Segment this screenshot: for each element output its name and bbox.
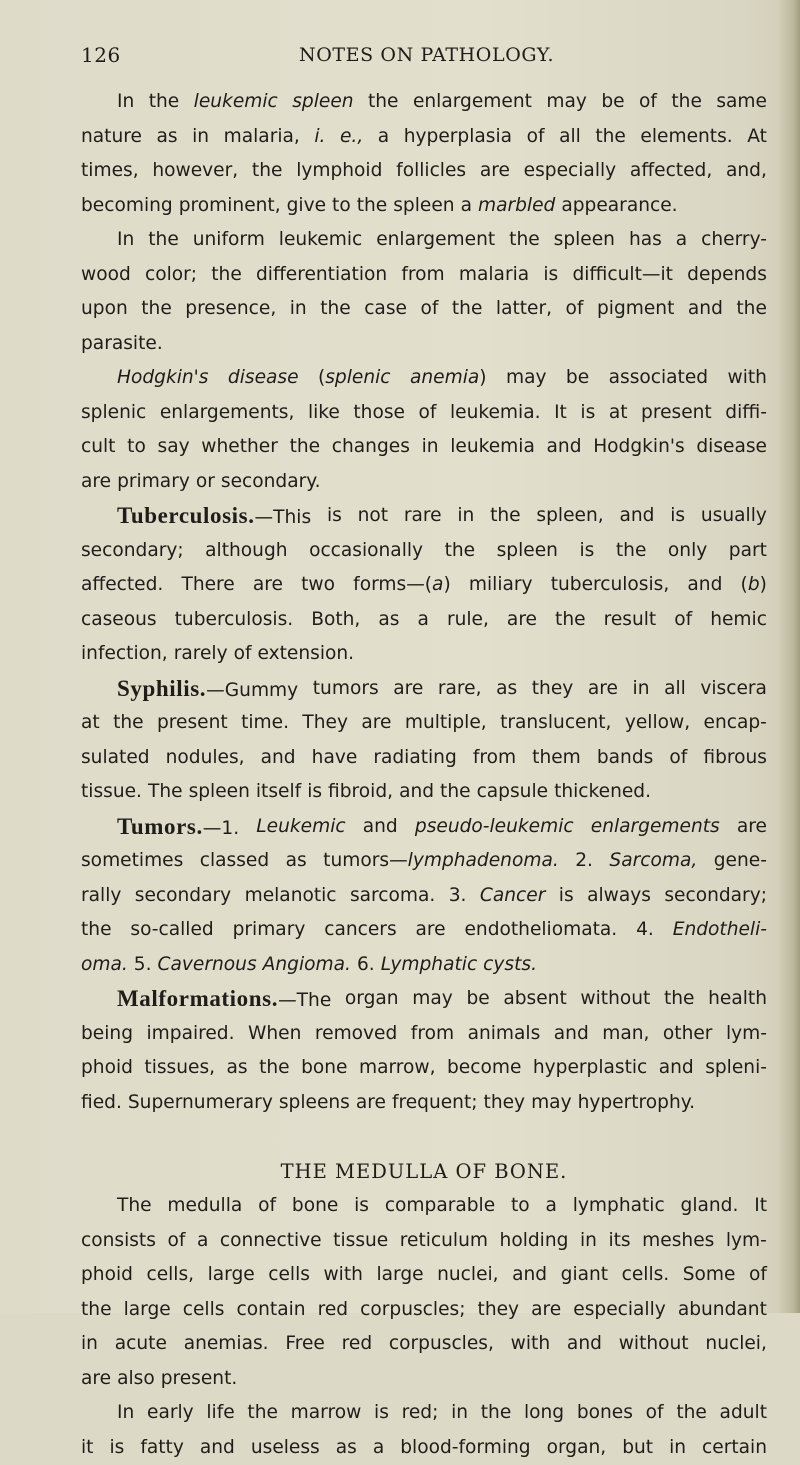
text-line: oma. 5. Cavernous Angioma. 6. Lymphatic cysts. xyxy=(81,948,767,983)
text-line: In the uniform leukemic enlargement the spleen has a cherry- xyxy=(81,223,767,258)
paragraph xyxy=(81,1189,767,1396)
text-line: cult to say whether the changes in leukemia and Hodgkin's disease xyxy=(81,430,767,465)
text-line: sulated nodules, and have radiating from them bands of fibrous xyxy=(81,741,767,776)
text-line: caseous tuberculosis. Both, as a rule, are the result of hemic xyxy=(81,603,767,638)
text-line: Malformations.—The organ may be absent without the health xyxy=(81,982,767,1017)
topic-paragraph xyxy=(81,499,767,672)
text-line: in acute anemias. Free red corpuscles, with and without nuclei, xyxy=(81,1327,767,1362)
text-line: Syphilis.—Gummy tumors are rare, as they are in all viscera xyxy=(81,672,767,707)
text-line: are primary or secondary. xyxy=(81,465,767,500)
page-number: 126 xyxy=(81,42,121,68)
text-line: In early life the marrow is red; in the long bones of the adult xyxy=(81,1396,767,1431)
text-line: phoid tissues, as the bone marrow, become hyperplastic and spleni- xyxy=(81,1051,767,1086)
text-line: Hodgkin's disease (splenic anemia) may be associated with xyxy=(81,361,767,396)
text-line: secondary; although occasionally the spleen is the only part xyxy=(81,534,767,569)
text-line: infection, rarely of extension. xyxy=(81,637,767,672)
text-line: it is fatty and useless as a blood-forming organ, but in certain xyxy=(81,1431,767,1465)
topic-paragraph xyxy=(81,810,767,983)
text-line: are also present. xyxy=(81,1362,767,1397)
text-line: Tuberculosis.—This is not rare in the spleen, and is usually xyxy=(81,499,767,534)
paragraph xyxy=(81,85,767,223)
page-edge-shadow xyxy=(778,0,800,1313)
text-line: affected. There are two forms—(a) miliary tuberculosis, and (b) xyxy=(81,568,767,603)
text-line: the large cells contain red corpuscles; they are especially abundant xyxy=(81,1293,767,1328)
text-line: at the present time. They are multiple, translucent, yellow, encap- xyxy=(81,706,767,741)
run-in-heading: Tumors. xyxy=(117,814,203,839)
text-line: consists of a connective tissue reticulum holding in its meshes lym- xyxy=(81,1224,767,1259)
body-text xyxy=(81,85,767,1465)
page-header xyxy=(0,34,800,74)
text-line: rally secondary melanotic sarcoma. 3. Cancer is always secondary; xyxy=(81,879,767,914)
topic-paragraph xyxy=(81,672,767,810)
run-in-heading: Malformations. xyxy=(117,986,278,1011)
run-in-heading: Tuberculosis. xyxy=(117,503,255,528)
topic-paragraph xyxy=(81,982,767,1120)
text-line: times, however, the lymphoid follicles are especially affected, and, xyxy=(81,154,767,189)
text-line: wood color; the differentiation from malaria is difficult—it depends xyxy=(81,258,767,293)
section-title: THE MEDULLA OF BONE. xyxy=(81,1155,767,1190)
text-line: tissue. The spleen itself is fibroid, and the capsule thickened. xyxy=(81,775,767,810)
text-line: nature as in malaria, i. e., a hyperplasia of all the elements. At xyxy=(81,120,767,155)
text-line: sometimes classed as tumors—lymphadenoma. 2. Sarcoma, gene- xyxy=(81,844,767,879)
text-line: Tumors.—1. Leukemic and pseudo-leukemic enlargements are xyxy=(81,810,767,845)
text-line: becoming prominent, give to the spleen a marbled appearance. xyxy=(81,189,767,224)
text-line: upon the presence, in the case of the latter, of pigment and the xyxy=(81,292,767,327)
run-in-heading: Syphilis. xyxy=(117,676,206,701)
paragraph xyxy=(81,223,767,361)
text-line: being impaired. When removed from animals and man, other lym- xyxy=(81,1017,767,1052)
text-line: splenic enlargements, like those of leukemia. It is at present diffi- xyxy=(81,396,767,431)
paragraph xyxy=(81,361,767,499)
running-head: NOTES ON PATHOLOGY. xyxy=(299,42,554,68)
text-line: In the leukemic spleen the enlargement may be of the same xyxy=(81,85,767,120)
text-line: the so-called primary cancers are endotheliomata. 4. Endotheli- xyxy=(81,913,767,948)
text-line: parasite. xyxy=(81,327,767,362)
paragraph xyxy=(81,1396,767,1465)
text-line: fied. Supernumerary spleens are frequent; they may hypertrophy. xyxy=(81,1086,767,1121)
text-line: phoid cells, large cells with large nuclei, and giant cells. Some of xyxy=(81,1258,767,1293)
text-line: The medulla of bone is comparable to a lymphatic gland. It xyxy=(81,1189,767,1224)
